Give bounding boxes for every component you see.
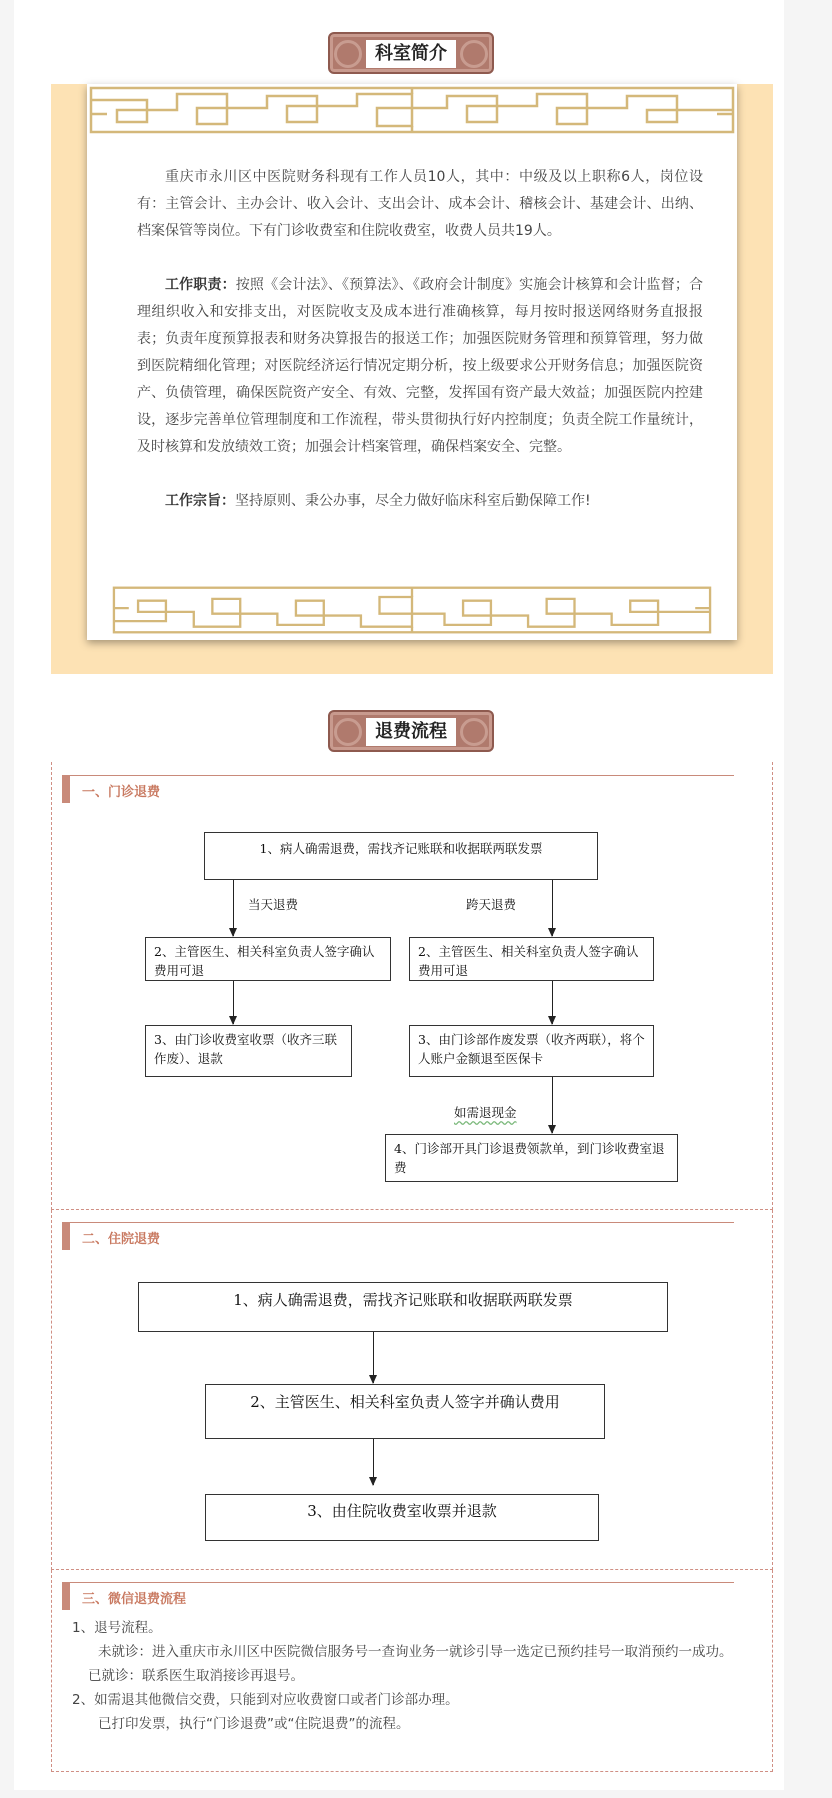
outpatient-section-header (62, 775, 734, 803)
arrow-down-icon (552, 880, 553, 936)
arrow-down-icon (552, 981, 553, 1024)
intro-banner (328, 32, 494, 74)
page (14, 0, 784, 1790)
intro-text (137, 164, 703, 542)
cloud-ornament-icon (460, 718, 488, 746)
wechat-line: 已打印发票，执行“门诊退费”或“住院退费”的流程。 (98, 1716, 410, 1732)
duty-label: 工作职责： (165, 277, 236, 293)
lattice-border-bottom (87, 584, 737, 636)
same-day-label: 当天退费 (248, 897, 299, 912)
inpatient-section-header (62, 1222, 734, 1250)
intro-banner-title: 科室简介 (366, 40, 456, 68)
duty-text: 按照《会计法》、《预算法》、《政府会计制度》实施会计核算和会计监督；合理组织收入和安排支出，对医院收支及成本进行准确核算，每月按时报送网络财务直报报表；负责年度预算报表和财务决算报告的报送工作；加强医院财务管理和预算管理，努力做到医院精细化管理；对医院经济运行情况定期分析，按上级要求公开财务信息；加强医院资产、负债管理，确保医院资产安全、有效、完整，发挥国有资产最大效益；加强医院内控建设，逐步完善单位管理制度和工作流程，带头贯彻执行好内控制度；负责全院工作量统计，及时核算和发放绩效工资；加强会计档案管理，确保档案安全、完整。 (137, 277, 704, 455)
aim-paragraph (137, 488, 703, 515)
intro-card (87, 84, 737, 640)
cloud-ornament-icon (334, 718, 362, 746)
op-right-step2-box: 2、主管医生、相关科室负责人签字确认费用可退 (409, 937, 654, 981)
ip-step1-box: 1、病人确需退费，需找齐记账联和收据联两联发票 (138, 1282, 668, 1332)
arrow-down-icon (373, 1332, 374, 1383)
arrow-down-icon (373, 1439, 374, 1485)
wechat-text (72, 1616, 752, 1736)
refund-banner (328, 710, 494, 752)
wechat-line: 2、如需退其他微信交费，只能到对应收费窗口或者门诊部办理。 (72, 1692, 459, 1708)
ip-step3-box: 3、由住院收费室收票并退款 (205, 1494, 599, 1541)
cloud-ornament-icon (460, 40, 488, 68)
outpatient-section-title: 一、门诊退费 (82, 785, 161, 800)
wechat-line: 1、退号流程。 (72, 1620, 162, 1636)
wechat-line: 未就诊：进入重庆市永川区中医院微信服务号一查询业务一就诊引导一选定已预约挂号一取消预约一成功。 (98, 1644, 733, 1660)
ip-step2-box: 2、主管医生、相关科室负责人签字并确认费用 (205, 1384, 605, 1439)
refund-banner-title: 退费流程 (366, 718, 456, 746)
intro-paragraph: 重庆市永川区中医院财务科现有工作人员10人，其中：中级及以上职称6人，岗位设有：主管会计、主办会计、收入会计、支出会计、成本会计、稽核会计、基建会计、出纳、档案保管等岗位。下有门诊收费室和住院收费室，收费人员共19人。 (137, 169, 703, 239)
wechat-section-header (62, 1582, 734, 1610)
op-step1-box: 1、病人确需退费，需找齐记账联和收据联两联发票 (204, 832, 598, 880)
op-right-step3-box: 3、由门诊部作废发票（收齐两联），将个人账户金额退至医保卡 (409, 1025, 654, 1077)
op-left-step2-box: 2、主管医生、相关科室负责人签字确认费用可退 (145, 937, 391, 981)
wechat-section-title: 三、微信退费流程 (82, 1592, 187, 1607)
op-right-step4-box: 4、门诊部开具门诊退费领款单，到门诊收费室退费 (385, 1134, 678, 1182)
lattice-border-top (87, 84, 737, 136)
op-left-step3-box: 3、由门诊收费室收票（收齐三联作废）、退款 (145, 1025, 352, 1077)
aim-label: 工作宗旨： (165, 493, 235, 509)
arrow-down-icon (233, 981, 234, 1024)
cross-day-label: 跨天退费 (466, 897, 517, 912)
aim-text: 坚持原则、秉公办事，尽全力做好临床科室后勤保障工作! (235, 493, 591, 509)
cloud-ornament-icon (334, 40, 362, 68)
wechat-line: 已就诊：联系医生取消接诊再退号。 (88, 1668, 304, 1684)
duty-paragraph (137, 272, 703, 461)
arrow-down-icon (552, 1077, 553, 1133)
inpatient-section-title: 二、住院退费 (82, 1232, 161, 1247)
arrow-down-icon (233, 880, 234, 936)
cash-note-label: 如需退现金 (454, 1105, 517, 1120)
